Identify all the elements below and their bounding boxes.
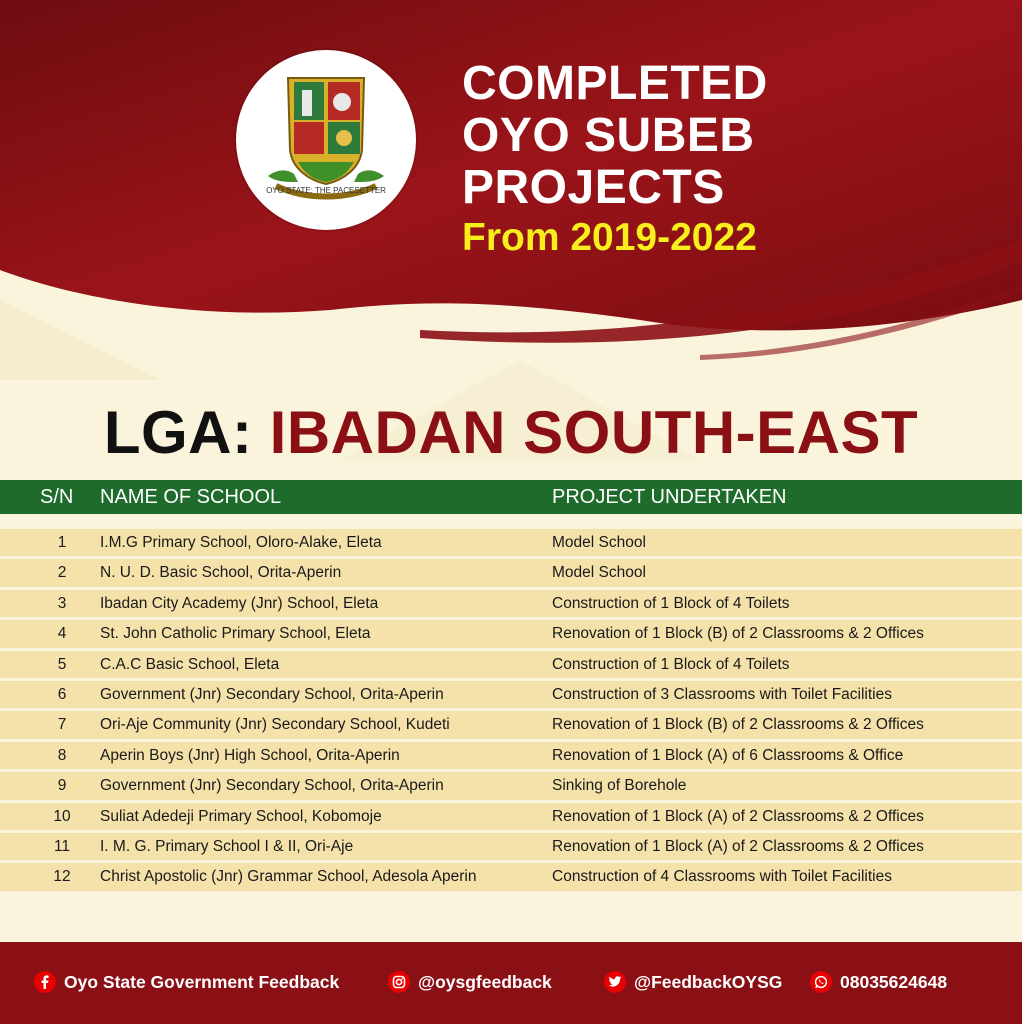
row-sn: 10: [53, 807, 71, 825]
row-school: Government (Jnr) Secondary School, Orita-Aperin: [100, 685, 444, 703]
table-row: [0, 651, 1022, 678]
row-sn: 8: [57, 746, 67, 764]
row-school: Suliat Adedeji Primary School, Kobomoje: [100, 807, 382, 825]
table-row: [0, 803, 1022, 830]
table-row: [0, 833, 1022, 860]
facebook-label: Oyo State Government Feedback: [64, 971, 340, 992]
title-line-2: OYO SUBEB: [462, 109, 755, 162]
row-project: Construction of 4 Classrooms with Toilet Facilities: [552, 868, 892, 886]
row-project: Construction of 1 Block of 4 Toilets: [552, 655, 790, 673]
lga-heading: [0, 398, 1022, 467]
title-line-3: PROJECTS: [462, 161, 725, 214]
row-school: I. M. G. Primary School I & II, Ori-Aje: [100, 837, 354, 855]
table-row: [0, 681, 1022, 708]
whatsapp-icon: [810, 971, 832, 993]
row-project: Construction of 1 Block of 4 Toilets: [552, 594, 790, 612]
row-sn: 6: [57, 685, 67, 703]
table-row: [0, 863, 1022, 890]
row-project: Construction of 3 Classrooms with Toilet Facilities: [552, 685, 892, 703]
row-sn: 12: [53, 868, 71, 886]
table-body: [0, 529, 1022, 894]
row-project: Renovation of 1 Block (A) of 2 Classrooms & 2 Offices: [552, 837, 924, 855]
row-school: N. U. D. Basic School, Orita-Aperin: [100, 564, 342, 582]
instagram-label: @oysgfeedback: [418, 971, 552, 992]
whatsapp-label: 08035624648: [840, 971, 948, 992]
row-sn: 3: [57, 594, 67, 612]
header-school: NAME OF SCHOOL: [100, 486, 282, 508]
table-row: [0, 711, 1022, 738]
row-project: Renovation of 1 Block (A) of 2 Classrooms & 2 Offices: [552, 807, 924, 825]
row-project: Renovation of 1 Block (B) of 2 Classrooms & 2 Offices: [552, 716, 924, 734]
table-row: [0, 742, 1022, 769]
table-row: [0, 559, 1022, 586]
row-project: Model School: [552, 564, 646, 582]
row-school: I.M.G Primary School, Oloro-Alake, Eleta: [100, 534, 382, 551]
title-line-1: COMPLETED: [462, 57, 768, 110]
table-header: [0, 480, 1022, 514]
row-sn: 9: [57, 777, 67, 795]
header-sn: S/N: [40, 486, 74, 508]
title-years: From 2019-2022: [462, 216, 757, 259]
row-school: Government (Jnr) Secondary School, Orita-Aperin: [100, 777, 444, 795]
instagram-link[interactable]: [388, 968, 552, 996]
row-sn: 1: [57, 534, 67, 551]
row-sn: 4: [57, 625, 67, 643]
table-row: [0, 620, 1022, 647]
instagram-icon: [388, 971, 410, 993]
table-row: [0, 590, 1022, 617]
lga-label: LGA:: [103, 399, 253, 466]
row-school: Ori-Aje Community (Jnr) Secondary School, Kudeti: [100, 716, 450, 734]
lga-name: IBADAN SOUTH-EAST: [269, 399, 919, 466]
footer-bar: [0, 942, 1022, 1024]
row-sn: 7: [57, 716, 67, 734]
poster-title: [462, 58, 768, 260]
row-school: Christ Apostolic (Jnr) Grammar School, Adesola Aperin: [100, 868, 477, 886]
row-school: Ibadan City Academy (Jnr) School, Eleta: [100, 594, 379, 612]
facebook-icon: [34, 971, 56, 993]
twitter-link[interactable]: [604, 968, 782, 996]
header-project: PROJECT UNDERTAKEN: [552, 486, 787, 508]
row-school: C.A.C Basic School, Eleta: [100, 655, 280, 673]
twitter-icon: [604, 971, 626, 993]
row-project: Model School: [552, 534, 646, 551]
twitter-label: @FeedbackOYSG: [634, 971, 783, 992]
row-sn: 2: [57, 564, 67, 582]
row-sn: 5: [57, 655, 67, 673]
row-school: Aperin Boys (Jnr) High School, Orita-Aperin: [100, 746, 400, 764]
row-project: Renovation of 1 Block (A) of 6 Classrooms & Office: [552, 746, 904, 764]
row-project: Renovation of 1 Block (B) of 2 Classrooms & 2 Offices: [552, 625, 924, 643]
row-project: Sinking of Borehole: [552, 777, 687, 795]
whatsapp-link[interactable]: [810, 968, 947, 996]
table-row: [0, 772, 1022, 799]
oyo-state-logo: [236, 50, 416, 230]
row-school: St. John Catholic Primary School, Eleta: [100, 625, 371, 643]
facebook-link[interactable]: [34, 968, 339, 996]
row-sn: 11: [53, 837, 71, 855]
table-row: [0, 529, 1022, 556]
logo-motto: OYO STATE: THE PACESETTER: [266, 186, 386, 195]
